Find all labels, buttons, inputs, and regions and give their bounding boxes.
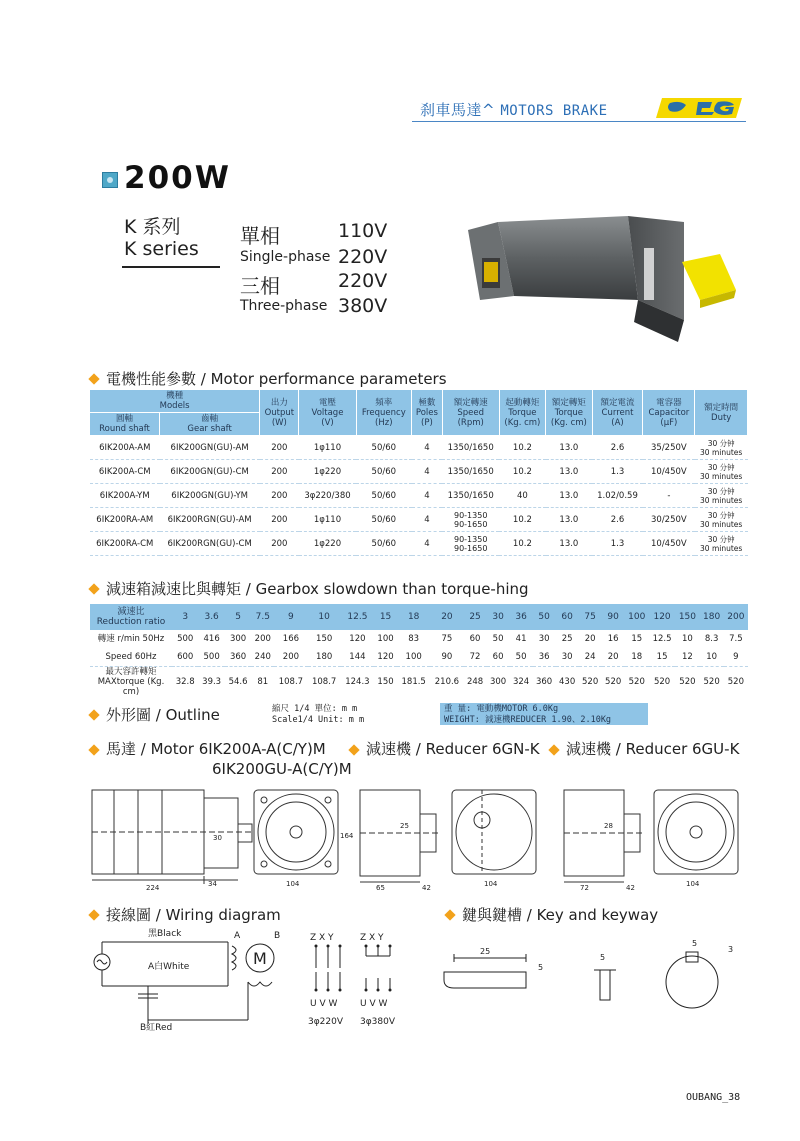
- speed-50hz-cell: 60: [469, 634, 481, 644]
- speed-50hz-cell: 8.3: [704, 634, 719, 644]
- col-models: 機種 Models: [90, 390, 260, 413]
- speed-50hz-cell: 166: [282, 634, 300, 644]
- speed-60hz-cell: 100: [405, 651, 422, 662]
- outline-heading-text: 外形圖 / Outline: [106, 706, 220, 724]
- table-row: 6IK200A-CM 6IK200GN(GU)-CM 200 1φ220 50/60 4 1350/1650 10.2 13.0 1.3 10/450V 30 分钟 30 minutes: [90, 460, 748, 484]
- reducer-gu-heading: 減速機 / Reducer 6GU-K: [550, 738, 739, 759]
- series-underline: [122, 266, 220, 268]
- speed-60hz-cell: 500: [203, 651, 220, 662]
- three-phase-wiring-diagram: [304, 928, 414, 1032]
- svg-text:U V W: U V W: [360, 999, 388, 1009]
- performance-table: [90, 390, 748, 556]
- speed-50hz-cell: 100: [377, 634, 394, 644]
- torque-cell: 520: [579, 666, 602, 697]
- ratio-cell: 50: [533, 604, 556, 630]
- col-voltage: 電壓 Voltage (V): [299, 390, 356, 436]
- svg-text:164: 164: [340, 832, 354, 840]
- svg-text:3: 3: [728, 945, 734, 954]
- three-phase-cn: 三相: [240, 274, 280, 298]
- torque-cell: 108.7: [308, 666, 341, 697]
- torque-cell: 32.8: [172, 666, 198, 697]
- header-title-en: MOTORS BRAKE: [500, 103, 608, 119]
- motor-front-drawing: [248, 784, 354, 892]
- svg-text:65: 65: [376, 884, 385, 892]
- torque-cell: 248: [464, 666, 487, 697]
- gearbox-table: [90, 604, 748, 697]
- ratio-cell: 30: [487, 604, 510, 630]
- title-square-icon: [102, 172, 118, 188]
- speed-50hz-cell: 12.5: [652, 634, 672, 644]
- speed-60hz-cell: 240: [254, 651, 271, 662]
- svg-text:42: 42: [626, 884, 635, 892]
- diamond-bullet-icon: [444, 909, 455, 920]
- col-output: 出力 Output (W): [260, 390, 299, 436]
- svg-text:104: 104: [484, 880, 498, 888]
- col-current: 額定電流 Current (A): [592, 390, 643, 436]
- col-rated-torque: 額定轉矩 Torque (Kg. cm): [546, 390, 592, 436]
- ratio-cell: 25: [464, 604, 487, 630]
- torque-cell: 520: [602, 666, 625, 697]
- torque-cell: 81: [251, 666, 274, 697]
- motor-model-heading: 馬達 / Motor 6IK200A-A(C/Y)M: [90, 738, 326, 759]
- brand-logo: [656, 96, 744, 120]
- ratio-cell: 120: [649, 604, 675, 630]
- torque-cell: 430: [556, 666, 579, 697]
- speed-60hz-cell: 24: [584, 651, 596, 662]
- weight-box: 重 量: 電動機MOTOR 6.0Kg WEIGHT: 減速機REDUCER 1.90、2.10Kg: [440, 703, 648, 725]
- svg-text:U V W: U V W: [310, 999, 338, 1009]
- speed-50hz-cell: 200: [254, 634, 271, 644]
- speed-50hz-cell: 150: [316, 634, 333, 644]
- series-cn: K 系列: [124, 216, 181, 238]
- ratio-cell: 150: [675, 604, 699, 630]
- torque-cell: 520: [700, 666, 724, 697]
- svg-text:30: 30: [213, 834, 222, 842]
- svg-text:104: 104: [686, 880, 700, 888]
- ratio-cell: 200: [724, 604, 748, 630]
- speed-60hz-cell: 10: [706, 651, 718, 662]
- torque-cell: 150: [374, 666, 397, 697]
- col-speed: 額定轉速 Speed (Rpm): [442, 390, 499, 436]
- voltage-380: 380V: [338, 295, 388, 317]
- table-row: 6IK200A-YM 6IK200GN(GU)-YM 200 3φ220/380 50/60 4 1350/1650 40 13.0 1.02/0.59 - 30 分钟 30 minutes: [90, 484, 748, 508]
- ratio-cell: 7.5: [251, 604, 274, 630]
- speed-50hz-cell: 120: [349, 634, 366, 644]
- speed-60hz-cell: 50: [515, 651, 527, 662]
- diamond-bullet-icon: [88, 373, 99, 384]
- diamond-bullet-icon: [88, 583, 99, 594]
- reducer-gu-front-drawing: [648, 784, 748, 892]
- torque-cell: 124.3: [341, 666, 374, 697]
- diamond-bullet-icon: [348, 744, 359, 755]
- reducer-gn-front-drawing: [446, 784, 546, 892]
- speed-50hz-cell: 41: [515, 634, 527, 644]
- speed-50hz-cell: 15: [631, 634, 643, 644]
- speed-60hz-cell: 15: [656, 651, 668, 662]
- header-rule: [412, 121, 746, 122]
- svg-text:3φ220V: 3φ220V: [308, 1017, 343, 1027]
- three-phase-en: Three-phase: [240, 298, 328, 314]
- svg-text:Z X Y: Z X Y: [360, 933, 384, 943]
- torque-cell: 520: [625, 666, 649, 697]
- single-phase-wiring-diagram: [88, 924, 288, 1034]
- torque-cell: 108.7: [274, 666, 307, 697]
- gearbox-heading-text: 減速箱減速比與轉矩 / Gearbox slowdown than torque-hing: [106, 580, 529, 598]
- torque-cell: 324: [510, 666, 533, 697]
- torque-row: 最大容許轉矩 MAXtorque (Kg. cm) 32.8 39.3 54.6 81 108.7 108.7 124.3 150 181.5 210.6 248 300 324 360 430 520 520 520 520 520 520 520: [90, 666, 748, 697]
- svg-text:28: 28: [604, 822, 613, 830]
- series-label: [124, 216, 199, 260]
- ratio-cell: 9: [274, 604, 307, 630]
- wiring-heading-text: 接線圖 / Wiring diagram: [106, 906, 281, 924]
- series-en: K series: [124, 238, 199, 260]
- speed-50hz-cell: 83: [408, 634, 420, 644]
- speed-50hz-cell: 75: [441, 634, 453, 644]
- svg-text:B紅Red: B紅Red: [140, 1023, 173, 1033]
- speed-60hz-cell: 60: [492, 651, 504, 662]
- diamond-bullet-icon: [548, 744, 559, 755]
- diamond-bullet-icon: [88, 709, 99, 720]
- speed-60hz-cell: 90: [441, 651, 453, 662]
- single-phase-en: Single-phase: [240, 249, 331, 265]
- speed-50hz-cell: 416: [203, 634, 220, 644]
- speed-60hz-cell: 180: [316, 651, 333, 662]
- reducer-gu-side-drawing: [560, 784, 644, 892]
- header-title: [420, 99, 608, 120]
- speed-60hz-cell: 9: [733, 651, 739, 662]
- svg-text:A: A: [234, 931, 241, 941]
- speed-50hz-cell: 25: [561, 634, 573, 644]
- header-caret: ^: [482, 101, 496, 119]
- motor-product-image: [468, 200, 736, 342]
- header-title-cn: 刹車馬達: [420, 101, 483, 119]
- col-start-torque: 起動轉矩 Torque (Kg. cm): [499, 390, 545, 436]
- speed-60hz-cell: 30: [561, 651, 573, 662]
- ratio-cell: 75: [579, 604, 602, 630]
- motor-model-gu: 6IK200GU-A(C/Y)M: [212, 760, 352, 778]
- speed-50hz-cell: 500: [177, 634, 194, 644]
- single-phase-cn: 單相: [240, 224, 280, 248]
- col-round-shaft: 圓軸 Round shaft: [90, 413, 160, 436]
- ratio-cell: 10: [308, 604, 341, 630]
- speed-60hz-cell: 18: [631, 651, 643, 662]
- speed-50hz-cell: 10: [681, 634, 693, 644]
- table-row: 6IK200A-AM 6IK200GN(GU)-AM 200 1φ110 50/60 4 1350/1650 10.2 13.0 2.6 35/250V 30 分钟 30 minutes: [90, 436, 748, 460]
- svg-text:B: B: [274, 931, 281, 941]
- svg-text:5: 5: [692, 939, 698, 948]
- speed-60hz-cell: 200: [282, 651, 300, 662]
- col-frequency: 頻率 Frequency (Hz): [356, 390, 412, 436]
- ratio-cell: 100: [625, 604, 649, 630]
- torque-cell: 300: [487, 666, 510, 697]
- svg-text:5: 5: [538, 963, 544, 972]
- svg-text:25: 25: [400, 822, 409, 830]
- col-capacitor: 電容器 Capacitor (μF): [643, 390, 695, 436]
- torque-cell: 181.5: [397, 666, 430, 697]
- ratio-cell: 60: [556, 604, 579, 630]
- svg-text:104: 104: [286, 880, 300, 888]
- table-row: 6IK200RA-CM 6IK200RGN(GU)-CM 200 1φ220 50/60 4 90-1350 90-1650 10.2 13.0 1.3 10/450V 30 分钟 30 minutes: [90, 532, 748, 556]
- speed-60hz-cell: 600: [177, 651, 194, 662]
- speed-50hz-cell: 30: [538, 634, 550, 644]
- speed-60hz-cell: 20: [607, 651, 619, 662]
- col-poles: 極數 Poles (P): [412, 390, 443, 436]
- col-gear-shaft: 齒軸 Gear shaft: [160, 413, 260, 436]
- torque-cell: 520: [649, 666, 675, 697]
- ratio-cell: 180: [700, 604, 724, 630]
- ratio-row: 減速比 Reduction ratio 3 3.6 5 7.5 9 10 12.5 15 18 20 25 30 36 50 60 75 90 100 120 150 180 200: [90, 604, 748, 630]
- torque-cell: 520: [724, 666, 748, 697]
- ratio-cell: 12.5: [341, 604, 374, 630]
- diamond-bullet-icon: [88, 744, 99, 755]
- speed-60hz-cell: 36: [538, 651, 550, 662]
- ratio-cell: 3.6: [198, 604, 224, 630]
- svg-text:34: 34: [208, 880, 217, 888]
- torque-cell: 210.6: [430, 666, 463, 697]
- reducer-gn-heading: 減速機 / Reducer 6GN-K: [350, 738, 540, 759]
- svg-text:黑Black: 黑Black: [148, 929, 182, 939]
- reducer-gn-side-drawing: [356, 784, 440, 892]
- svg-text:42: 42: [422, 884, 431, 892]
- speed-60hz-row: Speed 60Hz 600 500 360 240 200 180 144 120 100 90 72 60 50 36 30 24 20 18 15 12 10 9: [90, 648, 748, 666]
- speed-60hz-cell: 12: [681, 651, 693, 662]
- svg-text:A白White: A白White: [148, 962, 190, 972]
- svg-text:3φ380V: 3φ380V: [360, 1017, 395, 1027]
- torque-cell: 520: [675, 666, 699, 697]
- ratio-cell: 90: [602, 604, 625, 630]
- key-keyway-drawing: [440, 930, 750, 1016]
- ratio-cell: 3: [172, 604, 198, 630]
- ratio-cell: 5: [225, 604, 251, 630]
- torque-cell: 39.3: [198, 666, 224, 697]
- diamond-bullet-icon: [88, 909, 99, 920]
- torque-cell: 360: [533, 666, 556, 697]
- speed-50hz-row: 轉速 r/min 50Hz 500 416 300 200 166 150 120 100 83 75 60 50 41 30 25 20 16 15 12.5 10 8.3 7.5: [90, 630, 748, 648]
- col-duty: 額定時間 Duty: [695, 390, 748, 436]
- gearbox-heading: [90, 578, 529, 599]
- torque-cell: 54.6: [225, 666, 251, 697]
- ratio-cell: 36: [510, 604, 533, 630]
- speed-60hz-cell: 120: [377, 651, 394, 662]
- speed-60hz-cell: 144: [349, 651, 366, 662]
- voltage-220-three: 220V: [338, 270, 388, 292]
- ratio-cell: 15: [374, 604, 397, 630]
- key-heading-text: 鍵與鍵槽 / Key and keyway: [462, 906, 659, 924]
- speed-60hz-cell: 360: [229, 651, 247, 662]
- performance-heading: [90, 368, 447, 389]
- speed-50hz-cell: 300: [229, 634, 247, 644]
- speed-50hz-cell: 20: [584, 634, 596, 644]
- svg-text:224: 224: [146, 884, 160, 892]
- ratio-cell: 20: [430, 604, 463, 630]
- speed-50hz-cell: 16: [607, 634, 619, 644]
- table-row: 6IK200RA-AM 6IK200RGN(GU)-AM 200 1φ110 50/60 4 90-1350 90-1650 10.2 13.0 2.6 30/250V 30 分钟 30 minutes: [90, 508, 748, 532]
- ratio-cell: 18: [397, 604, 430, 630]
- svg-text:72: 72: [580, 884, 589, 892]
- voltage-110: 110V: [338, 220, 388, 242]
- wiring-heading: [90, 904, 281, 925]
- speed-50hz-cell: 50: [492, 634, 504, 644]
- page-title: 200W: [124, 160, 231, 196]
- scale-note: 縮尺 1/4 單位: m m Scale1/4 Unit: m m: [272, 704, 365, 725]
- outline-heading: [90, 704, 220, 725]
- voltage-220-single: 220V: [338, 246, 388, 268]
- speed-50hz-cell: 7.5: [729, 634, 743, 644]
- svg-text:M: M: [253, 949, 267, 968]
- svg-text:5: 5: [600, 953, 606, 962]
- key-heading: [446, 904, 658, 925]
- performance-heading-text: 電機性能參數 / Motor performance parameters: [106, 370, 447, 388]
- page-number: OUBANG_38: [686, 1092, 741, 1103]
- speed-60hz-cell: 72: [469, 651, 481, 662]
- svg-text:25: 25: [480, 947, 491, 956]
- svg-text:Z X Y: Z X Y: [310, 933, 334, 943]
